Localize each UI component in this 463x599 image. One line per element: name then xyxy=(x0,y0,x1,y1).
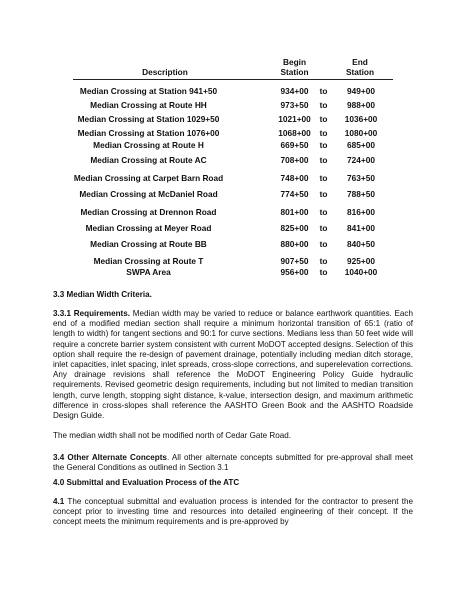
row-to: to xyxy=(319,114,328,124)
table-row xyxy=(0,114,463,125)
table-row xyxy=(0,189,463,200)
section-3-3-heading: 3.3 Median Width Criteria. xyxy=(53,290,152,299)
median-note-paragraph xyxy=(53,431,413,441)
description-header-label: Description xyxy=(142,67,188,77)
row-end-station: 816+00 xyxy=(347,207,375,217)
section-4-0-heading: 4.0 Submittal and Evaluation Process of the ATC xyxy=(53,478,240,487)
table-row xyxy=(0,173,463,184)
row-begin-station: 669+50 xyxy=(280,140,309,150)
row-begin-station: 973+50 xyxy=(280,100,309,110)
row-description: Median Crossing at Carpet Barn Road xyxy=(73,173,224,183)
end-station-header xyxy=(334,57,386,77)
row-begin-station: 801+00 xyxy=(280,207,309,217)
section-heading-median-width xyxy=(53,290,413,300)
row-to: to xyxy=(319,100,328,110)
row-end-station: 685+00 xyxy=(347,140,375,150)
description-header xyxy=(110,67,220,77)
median-note-text: The median width shall not be modified north of Cedar Gate Road. xyxy=(53,431,292,440)
row-description: Median Crossing at Route AC xyxy=(90,155,207,165)
row-description: Median Crossing at Station 941+50 xyxy=(79,86,218,96)
row-begin-station: 956+00 xyxy=(280,267,309,277)
row-end-station: 1036+00 xyxy=(344,114,378,124)
table-row xyxy=(0,207,463,218)
requirements-label: 3.3.1 Requirements. xyxy=(53,309,130,318)
table-row xyxy=(0,223,463,234)
section-4-1-text: The conceptual submittal and evaluation process is intended for the contractor to present the concept prior to investing time and resources into detailed engineering of their concept. If the concept meets the minimum requirements and is pre-approved by xyxy=(53,497,413,527)
begin-station-header xyxy=(266,57,323,77)
row-description: Median Crossing at Drennon Road xyxy=(80,207,217,217)
row-end-station: 841+00 xyxy=(347,223,375,233)
row-end-station: 763+50 xyxy=(347,173,375,183)
section-4-1-label: 4.1 xyxy=(53,497,65,506)
end-header-line1: End xyxy=(352,57,368,67)
requirements-paragraph xyxy=(53,309,413,421)
table-row xyxy=(0,239,463,250)
row-begin-station: 748+00 xyxy=(280,173,309,183)
header-divider xyxy=(73,79,393,80)
row-description: Median Crossing at Route HH xyxy=(90,100,207,110)
row-description: Median Crossing at Meyer Road xyxy=(85,223,212,233)
table-row xyxy=(0,155,463,166)
row-to: to xyxy=(319,267,328,277)
row-end-station: 724+00 xyxy=(347,155,375,165)
table-row xyxy=(0,256,463,267)
row-begin-station: 880+00 xyxy=(280,239,309,249)
requirements-text: Median width may be varied to reduce or balance earthwork quantities. Each end of a modified median section shall require a minimum horizontal transition of 65:1 (ratio of length to width) for tangent sections and 90:1 for curve sections. Medians less than 50 feet wide will require a concrete barrier system consistent with current MoDOT accepted designs. Selection of this option shall require the re-design of pavement drainage, potentially including median ditch storage, inlet capacities, inlet spacing, inlet spreads, cross-slope corrections, and superelevation corrections. Any drainage revisions shall reference the MoDOT Engineering Policy Guide hydraulic requirements. Revised geometric design requirements, including but not limited to median transition length, curve length, stopping sight distance, k-value, intersection design, and maximum arithmetic difference in cross-slopes shall reference the AASHTO Green Book and the AASHTO Roadside Design Guide. xyxy=(53,309,413,421)
row-begin-station: 907+50 xyxy=(280,256,309,266)
table-row xyxy=(0,140,463,151)
row-end-station: 925+00 xyxy=(347,256,375,266)
row-description: Median Crossing at Route BB xyxy=(90,239,207,249)
row-end-station: 949+00 xyxy=(347,86,375,96)
row-description: Median Crossing at Station 1076+00 xyxy=(77,128,220,138)
row-to: to xyxy=(319,173,328,183)
alternate-concepts-paragraph xyxy=(53,453,413,473)
row-end-station: 1080+00 xyxy=(344,128,378,138)
row-end-station: 788+50 xyxy=(347,189,375,199)
row-description: Median Crossing at Station 1029+50 xyxy=(77,114,220,124)
row-to: to xyxy=(319,155,328,165)
row-to: to xyxy=(319,223,328,233)
row-end-station: 840+50 xyxy=(347,239,375,249)
table-row xyxy=(0,267,463,278)
begin-header-line2: Station xyxy=(280,67,309,77)
row-description: SWPA Area xyxy=(126,267,171,277)
alternate-concepts-label: 3.4 Other Alternate Concepts xyxy=(53,453,167,462)
row-begin-station: 1068+00 xyxy=(278,128,311,138)
row-end-station: 988+00 xyxy=(347,100,375,110)
submittal-paragraph xyxy=(53,497,413,528)
row-to: to xyxy=(319,140,328,150)
row-begin-station: 774+50 xyxy=(280,189,309,199)
row-to: to xyxy=(319,207,328,217)
row-to: to xyxy=(319,86,328,96)
row-begin-station: 934+00 xyxy=(280,86,309,96)
table-row xyxy=(0,128,463,139)
table-row xyxy=(0,100,463,111)
end-header-line2: Station xyxy=(345,67,375,77)
row-to: to xyxy=(319,128,328,138)
row-to: to xyxy=(319,189,328,199)
table-row xyxy=(0,86,463,97)
row-description: Median Crossing at Route H xyxy=(93,140,204,150)
row-end-station: 1040+00 xyxy=(344,267,378,277)
row-to: to xyxy=(319,239,328,249)
row-begin-station: 1021+00 xyxy=(278,114,311,124)
row-to: to xyxy=(319,256,328,266)
begin-header-line1: Begin xyxy=(282,57,307,67)
row-begin-station: 825+00 xyxy=(280,223,309,233)
row-description: Median Crossing at Route T xyxy=(93,256,204,266)
section-heading-submittal xyxy=(53,478,413,488)
alternate-concepts-text: . All other alternate concepts submitted for pre-approval shall meet the General Conditions as outlined in Section 3.1 xyxy=(53,453,413,473)
row-description: Median Crossing at McDaniel Road xyxy=(79,189,218,199)
row-begin-station: 708+00 xyxy=(280,155,309,165)
